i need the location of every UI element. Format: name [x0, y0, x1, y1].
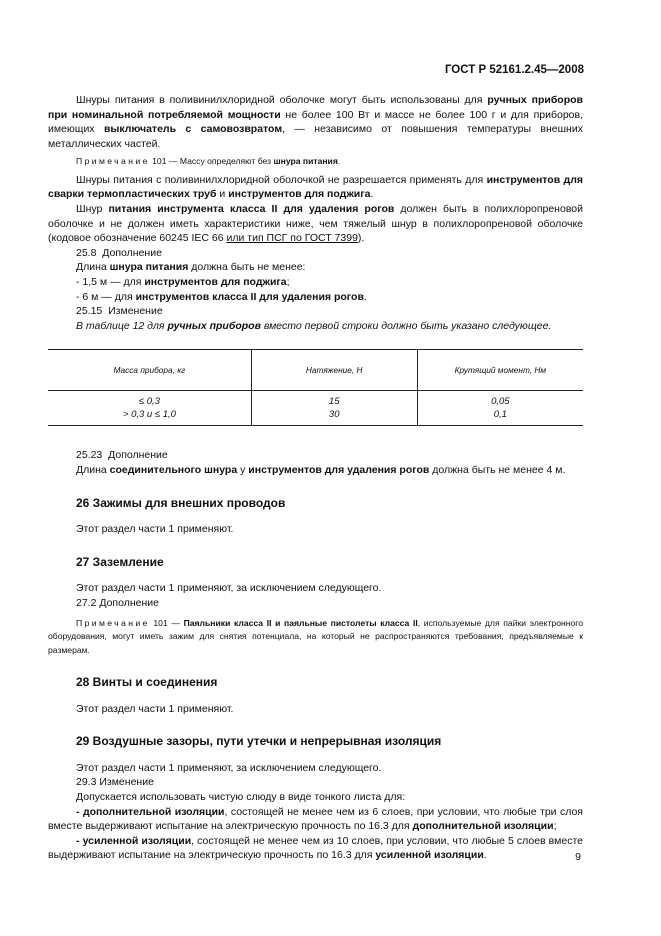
note-label: Примечание [76, 156, 150, 167]
cell-value: 0,1 [493, 408, 507, 420]
table-header-row [48, 350, 583, 391]
term-bold: Паяльники класса II и паяльные пистолеты класса II [183, 617, 418, 628]
cord-length-intro [48, 260, 583, 275]
cell-value: 0,05 [491, 396, 510, 408]
text-run: не более 100 Вт и массе не более 100 г и для приборов, имеющих [48, 108, 583, 136]
text-run: Длина [76, 464, 110, 476]
text-run: должен быть в полихлоропреновой оболочке и не должен иметь характеристики ниже, чем тяжелый шнур в полихлоропреновой оболочке (кодовое обозначение 60245 IEC 66 [48, 203, 583, 245]
cell-value: ≤ 0,3 [138, 396, 160, 408]
paragraph-pvc-cords [48, 93, 583, 151]
section-28-text: Этот раздел части 1 применяют. [76, 702, 234, 715]
gost-reference-underlined: или тип ПСГ по ГОСТ 7399 [226, 232, 358, 245]
text-run: должна быть не менее: [188, 261, 306, 274]
list-item [48, 275, 583, 290]
section-heading-26: 26 Зажимы для внешних проводов [76, 495, 286, 510]
section-heading-28: 28 Винты и соединения [76, 675, 218, 690]
text-run: ; [553, 820, 557, 833]
term-bold: ручных приборов [167, 319, 261, 332]
term-bold: инструментов для поджига [144, 276, 287, 289]
cell-value: > 0,3 и ≤ 1,0 [122, 408, 176, 420]
text-run: . [363, 290, 367, 303]
text-run: , состоящей не менее чем из 6 слоев, при условии, что любые три слоя вместе выдерживают испытание на электрическую прочность по 16.3 для [48, 805, 583, 833]
section-26-text: Этот раздел части 1 применяют. [76, 523, 234, 536]
list-item-reinforced-insulation [48, 834, 583, 863]
term-bold: инструментов для сварки термопластических труб [48, 173, 583, 201]
subclause-25-15 [48, 304, 583, 319]
term-bold: соединительного шнура [109, 464, 238, 476]
note-101-mass [48, 155, 583, 169]
list-dash: - [76, 805, 83, 818]
clause-title: Дополнение [108, 449, 168, 462]
cell-value: 30 [328, 408, 340, 420]
subclause-25-8 [48, 246, 583, 261]
table-row [48, 391, 583, 426]
text-run: , состоящей не менее чем из 10 слоев, при условии, что любые 5 слоев вместе выдерживают испытание на электрическую прочность по 16.3 для [48, 834, 583, 862]
text-run: Шнур [76, 203, 109, 216]
text-run: . [370, 188, 374, 201]
clause-number: 25.15 [76, 305, 103, 318]
term-bold: инструментов класса II для удаления рогов [135, 290, 364, 303]
torque-cell [417, 391, 583, 426]
standard-header: ГОСТ Р 52161.2.45—2008 [444, 64, 584, 76]
connecting-cord-length [48, 463, 583, 478]
text-run: - 6 м — для [76, 290, 136, 303]
list-item [48, 290, 583, 305]
clause-number: 25.23 [76, 449, 103, 462]
text-run: у [237, 464, 249, 476]
term-bold: инструментов для поджига [228, 188, 371, 201]
term-bold: инструментов для удаления рогов [248, 464, 430, 476]
paragraph-class-ii-cord [48, 202, 583, 246]
text-run: ; [286, 276, 290, 289]
tension-cell [251, 391, 417, 426]
table-12-replacement [48, 349, 583, 426]
column-header-tension: Натяжение, Н [251, 350, 417, 391]
term-bold: шнура питания [273, 156, 338, 167]
clause-title: Дополнение [102, 246, 162, 259]
column-header-torque: Крутящий момент, Нм [417, 350, 583, 391]
column-header-mass: Масса прибора, кг [48, 350, 251, 391]
text-run: - 1,5 м — для [76, 276, 145, 289]
table-12-instruction [48, 319, 583, 334]
text-run: ). [357, 232, 365, 245]
text-run: и [216, 188, 229, 201]
page-number: 9 [575, 851, 581, 863]
text-run: Шнуры питания с поливинилхлоридной оболочкой не разрешается применять для [76, 173, 487, 186]
term-bold: усиленной изоляции [375, 849, 484, 862]
list-dash: - [76, 834, 83, 847]
term-bold: шнура питания [109, 261, 189, 274]
section-29-text: Этот раздел части 1 применяют, за исключением следующего. [76, 761, 382, 774]
cell-value: 15 [328, 396, 340, 408]
section-27-text: Этот раздел части 1 применяют, за исключением следующего. [76, 582, 382, 595]
mica-intro: Допускается использовать чистую слюду в виде тонкого листа для: [76, 791, 406, 804]
text-run: Длина [76, 261, 110, 274]
mass-cell [48, 391, 251, 426]
text-run: , используемые для пайки электронного оборудования, могут иметь зажим для снятия потенциала, на который не распространяются требования, предъявляемые к размерам. [48, 617, 583, 655]
text-run: 101 — Массу определяют без [149, 156, 274, 167]
term-bold: дополнительной изоляции [82, 805, 225, 818]
text-run: должна быть не менее 4 м. [429, 464, 566, 476]
term-bold: выключатель с самовозвратом [103, 123, 283, 136]
list-item-supplementary-insulation [48, 805, 583, 834]
term-bold: усиленной изоляции [82, 834, 192, 847]
section-heading-27: 27 Заземление [76, 554, 164, 569]
subclause-25-23 [48, 448, 583, 463]
text-run: 101 — [149, 617, 184, 628]
clause-number: 25.8 [76, 246, 97, 259]
paragraph-pvc-prohibited [48, 173, 583, 202]
subclause-27-2: 27.2 Дополнение [76, 596, 159, 609]
text-run: . [483, 849, 487, 862]
note-101-soldering [48, 617, 583, 658]
text-run: . [337, 156, 341, 167]
text-run: Шнуры питания в поливинилхлоридной оболочке могут быть использованы для [76, 94, 488, 106]
text-run: , — независимо от повышения температуры внешних металлических частей. [48, 123, 583, 150]
note-label: Примечание [76, 617, 150, 628]
text-run: В таблице 12 для [76, 319, 168, 332]
text-run: вместо первой строки должно быть указано следующее. [260, 319, 552, 332]
clause-title: Изменение [108, 305, 163, 318]
page-content [48, 93, 583, 863]
term-bold: дополнительной изоляции [412, 820, 554, 833]
term-bold: питания инструмента класса II для удаления рогов [108, 203, 395, 216]
section-heading-29: 29 Воздушные зазоры, пути утечки и непрерывная изоляция [76, 734, 442, 749]
term-bold: ручных приборов при номинальной потребляемой мощности [48, 94, 583, 121]
subclause-29-3: 29.3 Изменение [76, 776, 154, 789]
